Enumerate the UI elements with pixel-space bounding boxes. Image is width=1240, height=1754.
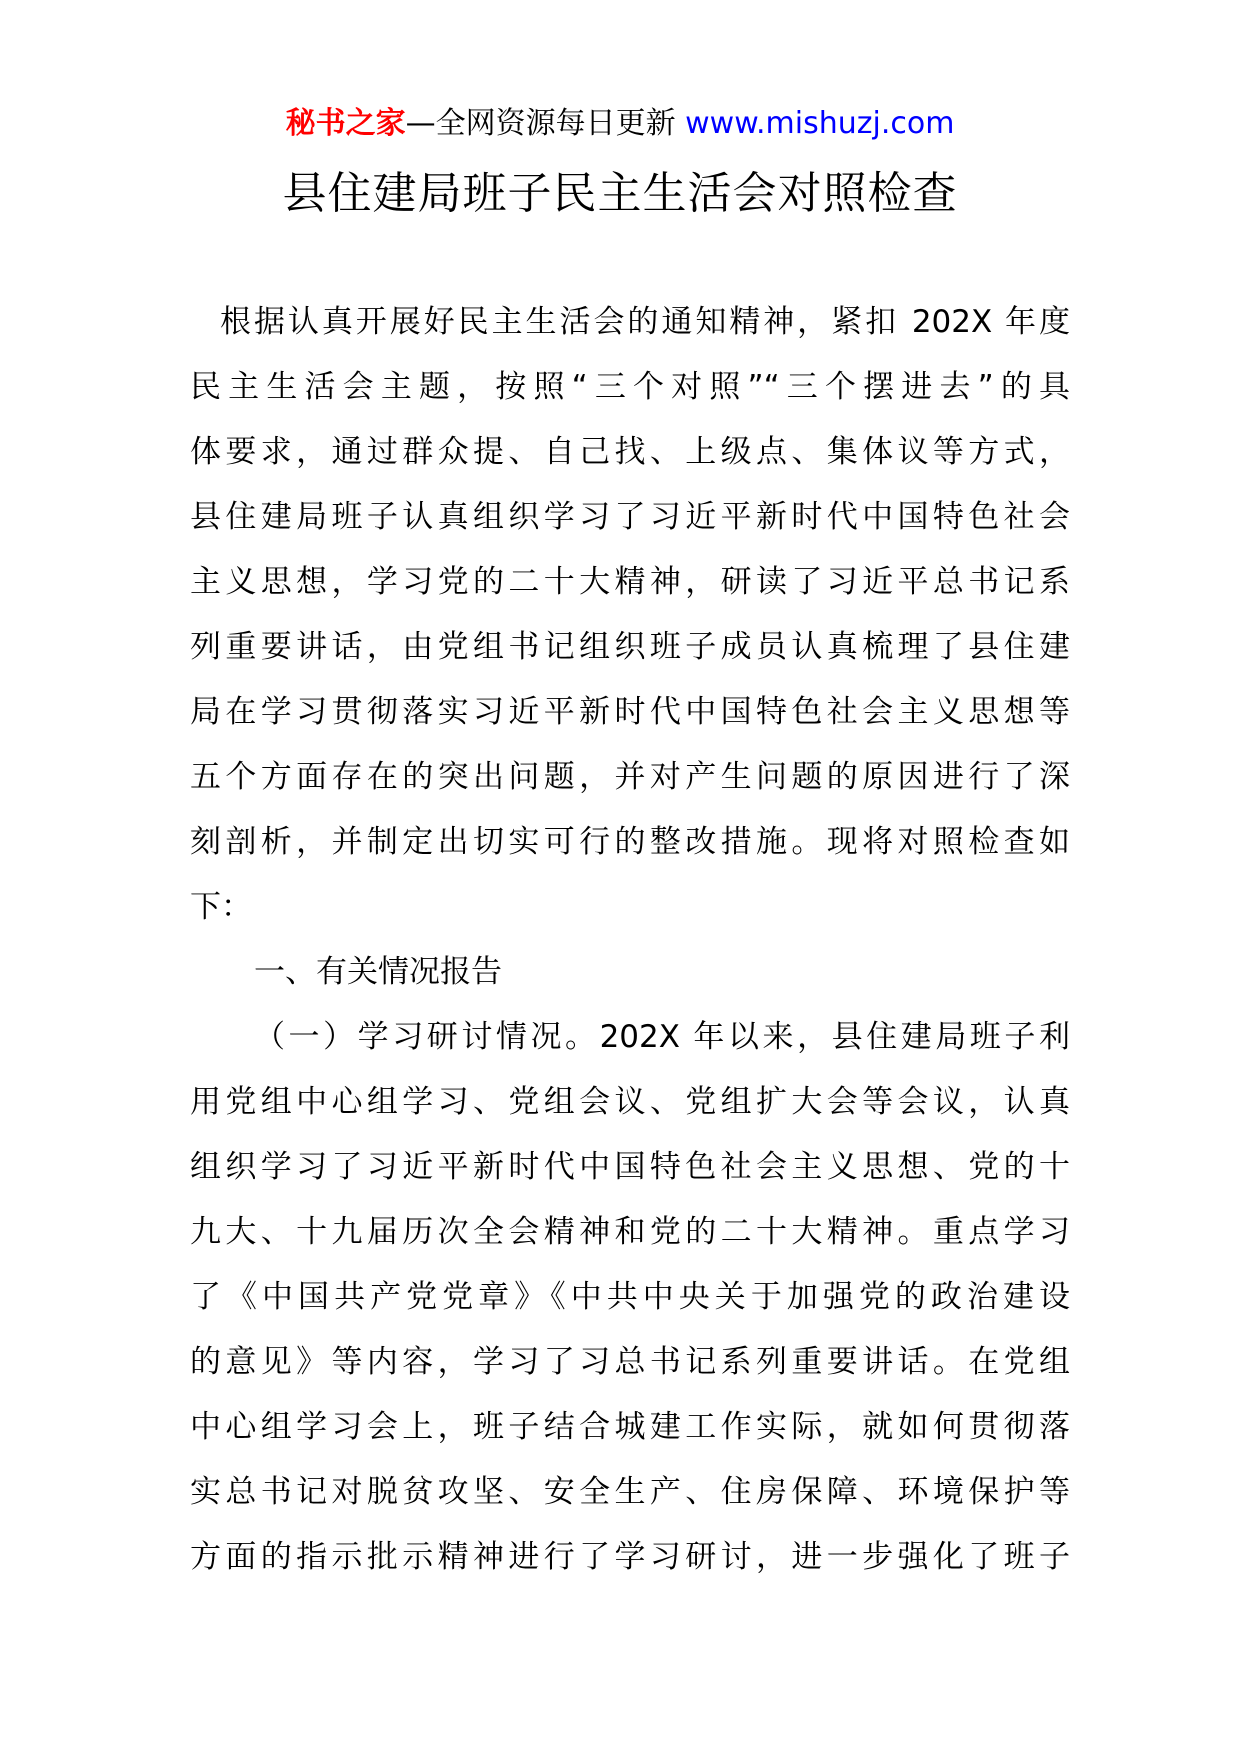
brand-name: 秘书之家 [285,106,406,141]
paragraph-line: 五个方面存在的突出问题，并对产生问题的原因进行了深 [190,759,1070,795]
paragraph-line: 民主生活会主题，按照“三个对照”“三个摆进去”的具 [190,369,1070,405]
paragraph-line: 下： [190,889,252,925]
section-heading: 一、有关情况报告 [254,954,502,990]
document-title: 县住建局班子民主生活会对照检查 [282,168,958,219]
paragraph-line: 刻剖析，并制定出切实可行的整改措施。现将对照检查如 [190,824,1070,860]
paragraph-line: 体要求，通过群众提、自己找、上级点、集体议等方式， [190,434,1070,470]
paragraph-line: 用党组中心组学习、党组会议、党组扩大会等会议，认真 [190,1084,1070,1120]
site-header [0,100,1240,148]
paragraph-line: 主义思想，学习党的二十大精神，研读了习近平总书记系 [190,564,1070,600]
document-body [190,290,1070,1590]
paragraph-line: 局在学习贯彻落实习近平新时代中国特色社会主义思想等 [190,694,1070,730]
paragraph-line: 了《中国共产党党章》《中共中央关于加强党的政治建设 [190,1279,1070,1315]
header-tagline: —全网资源每日更新 [405,106,676,141]
paragraph-line: 实总书记对脱贫攻坚、安全生产、住房保障、环境保护等 [190,1474,1070,1510]
paragraph-line: （一）学习研讨情况。202X 年以来，县住建局班子利 [254,1019,1070,1055]
paragraph-line: 列重要讲话，由党组书记组织班子成员认真梳理了县住建 [190,629,1070,665]
paragraph-line: 县住建局班子认真组织学习了习近平新时代中国特色社会 [190,499,1070,535]
paragraph-line: 组织学习了习近平新时代中国特色社会主义思想、党的十 [190,1149,1070,1185]
site-url-link[interactable]: www.mishuzj.com [685,106,955,141]
paragraph-line: 九大、十九届历次全会精神和党的二十大精神。重点学习 [190,1214,1070,1250]
paragraph-line: 中心组学习会上，班子结合城建工作实际，就如何贯彻落 [190,1409,1070,1445]
paragraph-line: 根据认真开展好民主生活会的通知精神，紧扣 202X 年度 [220,304,1070,340]
paragraph-line: 的意见》等内容，学习了习总书记系列重要讲话。在党组 [190,1344,1070,1380]
paragraph-line: 方面的指示批示精神进行了学习研讨，进一步强化了班子 [190,1539,1070,1575]
